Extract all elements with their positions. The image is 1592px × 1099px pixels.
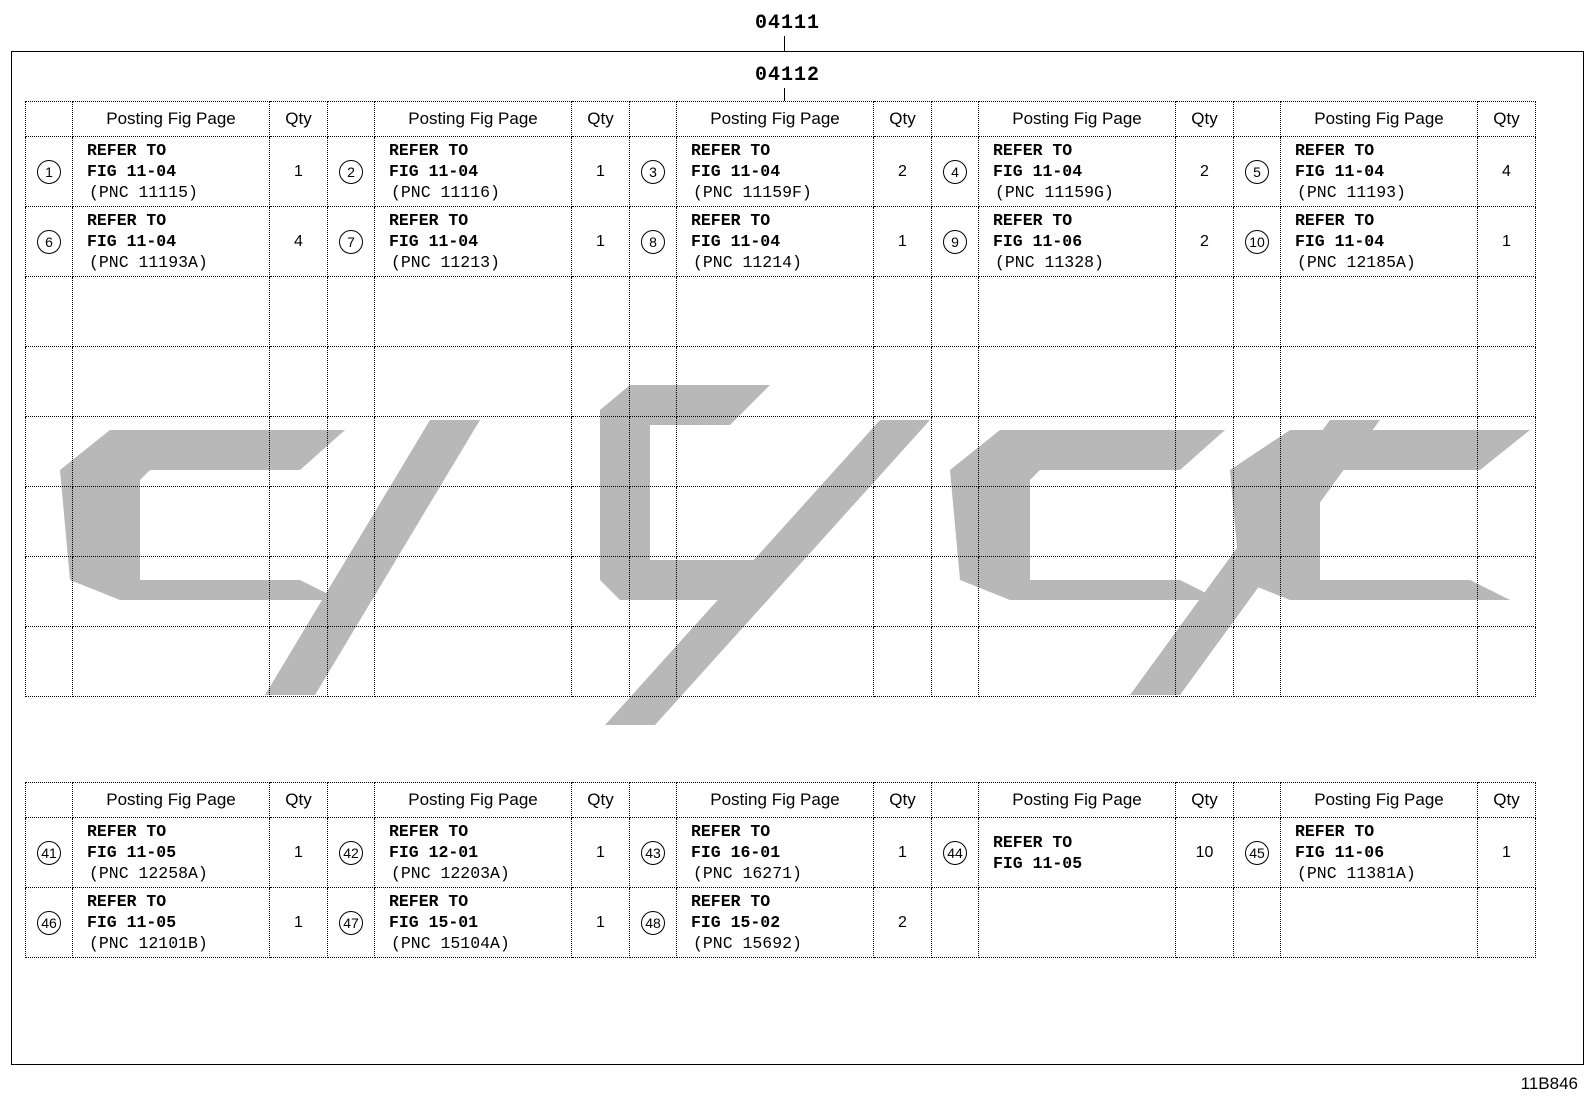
posting-fig-page-cell [375,557,572,627]
qty-value: 1 [294,913,303,931]
fig-reference: FIG 12-01 [389,843,479,862]
item-number-cell [328,888,375,958]
posting-fig-page-cell [1281,888,1478,958]
posting-fig-page-cell [677,627,874,697]
posting-fig-page-cell [73,277,270,347]
item-number-cell [1234,417,1281,487]
item-number-cell [26,347,73,417]
item-number-cell [328,487,375,557]
posting-fig-page-cell [1281,487,1478,557]
item-number-badge: 43 [641,841,665,865]
pnc-reference: (PNC 11115) [89,183,198,202]
qty-cell [572,137,630,207]
posting-fig-page-cell [375,207,572,277]
qty-cell [1478,207,1536,277]
refer-to-text: REFER TO [87,141,167,160]
qty-value: 1 [596,232,605,250]
qty-cell [1176,557,1234,627]
qty-cell [874,347,932,417]
qty-cell [572,347,630,417]
header-number-cell [26,783,73,818]
posting-fig-page-cell [73,888,270,958]
item-number-cell [328,207,375,277]
posting-fig-page-cell [73,818,270,888]
item-number-cell [932,207,979,277]
qty-value: 1 [898,843,907,861]
pnc-reference: (PNC 12203A) [391,864,510,883]
qty-value: 1 [294,843,303,861]
posting-fig-page-cell [677,818,874,888]
item-number-cell [328,627,375,697]
posting-fig-page-cell [979,818,1176,888]
pnc-reference: (PNC 16271) [693,864,802,883]
fig-reference: FIG 11-04 [1295,162,1385,181]
refer-to-text: REFER TO [993,211,1073,230]
posting-fig-page-cell [677,487,874,557]
posting-fig-page-cell [73,627,270,697]
table-row [26,888,1536,958]
refer-to-text: REFER TO [1295,822,1375,841]
qty-cell [270,818,328,888]
qty-value: 1 [596,913,605,931]
header-qty: Qty [572,783,630,818]
posting-fig-page-cell [375,137,572,207]
qty-value: 1 [294,162,303,180]
posting-fig-page-cell [1281,417,1478,487]
refer-to-text: REFER TO [1295,141,1375,160]
refer-to-text: REFER TO [691,892,771,911]
qty-cell [572,277,630,347]
posting-fig-page-cell [979,557,1176,627]
header-qty: Qty [1478,102,1536,137]
item-number-badge: 5 [1245,160,1269,184]
posting-fig-page-cell [677,557,874,627]
fig-reference: FIG 11-04 [389,162,479,181]
qty-cell [874,888,932,958]
item-number-cell [630,627,677,697]
item-number-cell [26,487,73,557]
header-qty: Qty [270,783,328,818]
header-qty: Qty [1176,783,1234,818]
refer-to-text: REFER TO [87,892,167,911]
item-number-cell [932,627,979,697]
item-number-cell [932,137,979,207]
qty-cell [1176,627,1234,697]
item-number-cell [26,627,73,697]
header-number-cell [630,783,677,818]
header-posting-fig-page: Posting Fig Page [979,102,1176,137]
fig-reference: FIG 11-04 [691,162,781,181]
header-posting-fig-page: Posting Fig Page [677,783,874,818]
qty-cell [1478,417,1536,487]
item-number-cell [1234,888,1281,958]
header-posting-fig-page: Posting Fig Page [677,102,874,137]
posting-fig-page-cell [1281,557,1478,627]
table-row [26,557,1536,627]
item-number-badge: 42 [339,841,363,865]
fig-reference: FIG 11-05 [87,843,177,862]
qty-value: 1 [1502,232,1511,250]
header-qty: Qty [1478,783,1536,818]
qty-value: 2 [1200,162,1209,180]
refer-to-text: REFER TO [389,892,469,911]
fig-reference: FIG 11-04 [389,232,479,251]
qty-value: 4 [1502,162,1511,180]
header-posting-fig-page: Posting Fig Page [375,783,572,818]
posting-fig-page-cell [979,277,1176,347]
table-row [26,818,1536,888]
posting-fig-page-cell [979,207,1176,277]
qty-cell [572,888,630,958]
qty-cell [572,557,630,627]
qty-cell [270,627,328,697]
qty-cell [1176,207,1234,277]
posting-fig-page-cell [979,137,1176,207]
item-number-cell [630,818,677,888]
qty-cell [1478,627,1536,697]
item-number-cell [630,557,677,627]
item-number-cell [328,137,375,207]
table-header-row [26,102,1536,137]
qty-cell [1176,137,1234,207]
inner-assembly-label: 04112 [755,64,821,87]
refer-to-text: REFER TO [87,211,167,230]
pnc-reference: (PNC 15104A) [391,934,510,953]
qty-cell [270,557,328,627]
item-number-badge: 48 [641,911,665,935]
pnc-reference: (PNC 12101B) [89,934,208,953]
qty-cell [874,417,932,487]
item-number-cell [26,557,73,627]
pnc-reference: (PNC 11193) [1297,183,1406,202]
item-number-cell [932,487,979,557]
fig-reference: FIG 11-04 [993,162,1083,181]
header-number-cell [630,102,677,137]
item-number-cell [1234,487,1281,557]
qty-cell [1478,818,1536,888]
pnc-reference: (PNC 11214) [693,253,802,272]
item-number-cell [26,818,73,888]
qty-value: 1 [898,232,907,250]
parts-table-lower [25,782,1536,958]
posting-fig-page-cell [979,417,1176,487]
qty-cell [1478,487,1536,557]
refer-to-text: REFER TO [389,141,469,160]
posting-fig-page-cell [1281,347,1478,417]
qty-cell [572,487,630,557]
header-number-cell [932,102,979,137]
table-row [26,417,1536,487]
qty-cell [572,417,630,487]
item-number-cell [932,888,979,958]
qty-cell [270,487,328,557]
header-number-cell [1234,783,1281,818]
fig-reference: FIG 11-06 [1295,843,1385,862]
header-number-cell [328,102,375,137]
table-row [26,207,1536,277]
qty-cell [1176,818,1234,888]
qty-cell [572,207,630,277]
item-number-cell [26,888,73,958]
refer-to-text: REFER TO [993,141,1073,160]
pnc-reference: (PNC 12258A) [89,864,208,883]
item-number-cell [328,347,375,417]
item-number-cell [1234,557,1281,627]
item-number-badge: 2 [339,160,363,184]
item-number-badge: 46 [37,911,61,935]
qty-value: 2 [1200,232,1209,250]
pnc-reference: (PNC 11159G) [995,183,1114,202]
refer-to-text: REFER TO [1295,211,1375,230]
item-number-badge: 3 [641,160,665,184]
posting-fig-page-cell [73,207,270,277]
item-number-cell [1234,277,1281,347]
posting-fig-page-cell [1281,277,1478,347]
fig-reference: FIG 11-05 [993,853,1083,873]
header-qty: Qty [270,102,328,137]
pnc-reference: (PNC 11193A) [89,253,208,272]
refer-to-text: REFER TO [389,822,469,841]
item-number-cell [328,277,375,347]
posting-fig-page-cell [677,137,874,207]
pnc-reference: (PNC 15692) [693,934,802,953]
header-number-cell [328,783,375,818]
item-number-badge: 4 [943,160,967,184]
item-number-cell [630,347,677,417]
posting-fig-page-cell [677,417,874,487]
item-number-badge: 45 [1245,841,1269,865]
qty-cell [874,627,932,697]
outer-label-leader [784,36,785,51]
qty-cell [874,207,932,277]
qty-cell [1478,347,1536,417]
table-row [26,627,1536,697]
pnc-reference: (PNC 11159F) [693,183,812,202]
refer-to-text: REFER TO [691,141,771,160]
qty-cell [270,137,328,207]
posting-fig-page-cell [677,888,874,958]
item-number-cell [630,207,677,277]
header-posting-fig-page: Posting Fig Page [979,783,1176,818]
refer-to-text: REFER TO [691,822,771,841]
item-number-cell [932,818,979,888]
item-number-cell [932,557,979,627]
posting-fig-page-cell [73,557,270,627]
pnc-reference: (PNC 11381A) [1297,864,1416,883]
posting-fig-page-cell [677,277,874,347]
qty-value: 1 [1502,843,1511,861]
posting-fig-page-cell [677,347,874,417]
qty-value: 10 [1195,843,1214,861]
refer-to-text: REFER TO [389,211,469,230]
item-number-cell [630,137,677,207]
header-posting-fig-page: Posting Fig Page [73,102,270,137]
header-qty: Qty [874,102,932,137]
qty-cell [1176,417,1234,487]
posting-fig-page-cell [979,487,1176,557]
parts-table-upper [25,101,1536,697]
qty-cell [1478,277,1536,347]
item-number-cell [26,207,73,277]
qty-cell [874,818,932,888]
item-number-cell [26,417,73,487]
fig-reference: FIG 11-04 [691,232,781,251]
fig-reference: FIG 15-01 [389,913,479,932]
header-posting-fig-page: Posting Fig Page [73,783,270,818]
item-number-cell [1234,347,1281,417]
qty-cell [874,137,932,207]
item-number-badge: 10 [1245,230,1269,254]
qty-value: 1 [596,843,605,861]
posting-fig-page-cell [375,347,572,417]
item-number-cell [932,347,979,417]
qty-cell [874,277,932,347]
posting-fig-page-cell [1281,137,1478,207]
qty-value: 4 [294,232,303,250]
item-number-cell [1234,627,1281,697]
item-number-cell [1234,207,1281,277]
item-number-cell [1234,818,1281,888]
qty-cell [1478,888,1536,958]
fig-reference: FIG 11-04 [1295,232,1385,251]
table-header-row [26,783,1536,818]
pnc-reference: (PNC 11116) [391,183,500,202]
header-qty: Qty [1176,102,1234,137]
posting-fig-page-cell [979,347,1176,417]
fig-reference: FIG 11-04 [87,162,177,181]
qty-cell [874,557,932,627]
table-row [26,137,1536,207]
posting-fig-page-cell [979,627,1176,697]
table-row [26,487,1536,557]
item-number-badge: 47 [339,911,363,935]
pnc-reference: (PNC 12185A) [1297,253,1416,272]
fig-reference: FIG 16-01 [691,843,781,862]
fig-reference: FIG 15-02 [691,913,781,932]
header-posting-fig-page: Posting Fig Page [375,102,572,137]
qty-cell [874,487,932,557]
qty-value: 2 [898,913,907,931]
posting-fig-page-cell [375,417,572,487]
posting-fig-page-cell [375,627,572,697]
header-qty: Qty [572,102,630,137]
refer-to-text: REFER TO [87,822,167,841]
posting-fig-page-cell [73,137,270,207]
header-qty: Qty [874,783,932,818]
item-number-cell [1234,137,1281,207]
item-number-badge: 44 [943,841,967,865]
posting-fig-page-cell [375,487,572,557]
qty-cell [1478,557,1536,627]
posting-fig-page-cell [375,888,572,958]
posting-fig-page-cell [1281,818,1478,888]
item-number-badge: 41 [37,841,61,865]
header-number-cell [26,102,73,137]
item-number-cell [328,818,375,888]
fig-reference: FIG 11-05 [87,913,177,932]
qty-cell [270,888,328,958]
table-row [26,277,1536,347]
item-number-badge: 1 [37,160,61,184]
posting-fig-page-cell [375,277,572,347]
item-number-badge: 9 [943,230,967,254]
header-posting-fig-page: Posting Fig Page [1281,783,1478,818]
qty-value: 1 [596,162,605,180]
qty-cell [270,207,328,277]
qty-cell [1176,487,1234,557]
posting-fig-page-cell [73,487,270,557]
refer-to-text: REFER TO [993,832,1073,852]
item-number-cell [328,557,375,627]
header-posting-fig-page: Posting Fig Page [1281,102,1478,137]
item-number-badge: 7 [339,230,363,254]
fig-reference: FIG 11-04 [87,232,177,251]
qty-cell [1176,347,1234,417]
table-row [26,347,1536,417]
item-number-cell [932,277,979,347]
posting-fig-page-cell [375,818,572,888]
item-number-cell [630,277,677,347]
qty-cell [572,818,630,888]
qty-cell [1478,137,1536,207]
header-number-cell [932,783,979,818]
fig-reference: FIG 11-06 [993,232,1083,251]
header-number-cell [1234,102,1281,137]
item-number-cell [26,277,73,347]
qty-cell [270,277,328,347]
posting-fig-page-cell [979,888,1176,958]
posting-fig-page-cell [677,207,874,277]
item-number-cell [328,417,375,487]
posting-fig-page-cell [1281,627,1478,697]
posting-fig-page-cell [73,347,270,417]
qty-value: 2 [898,162,907,180]
item-number-cell [630,487,677,557]
item-number-badge: 8 [641,230,665,254]
qty-cell [270,347,328,417]
posting-fig-page-cell [1281,207,1478,277]
item-number-cell [630,417,677,487]
refer-to-text: REFER TO [691,211,771,230]
item-number-cell [26,137,73,207]
item-number-badge: 6 [37,230,61,254]
qty-cell [1176,888,1234,958]
item-number-cell [932,417,979,487]
item-number-cell [630,888,677,958]
inner-label-leader [784,88,785,101]
pnc-reference: (PNC 11328) [995,253,1104,272]
qty-cell [1176,277,1234,347]
qty-cell [270,417,328,487]
outer-assembly-label: 04111 [755,12,821,35]
diagram-code: 11B846 [1520,1074,1578,1093]
qty-cell [572,627,630,697]
pnc-reference: (PNC 11213) [391,253,500,272]
posting-fig-page-cell [73,417,270,487]
